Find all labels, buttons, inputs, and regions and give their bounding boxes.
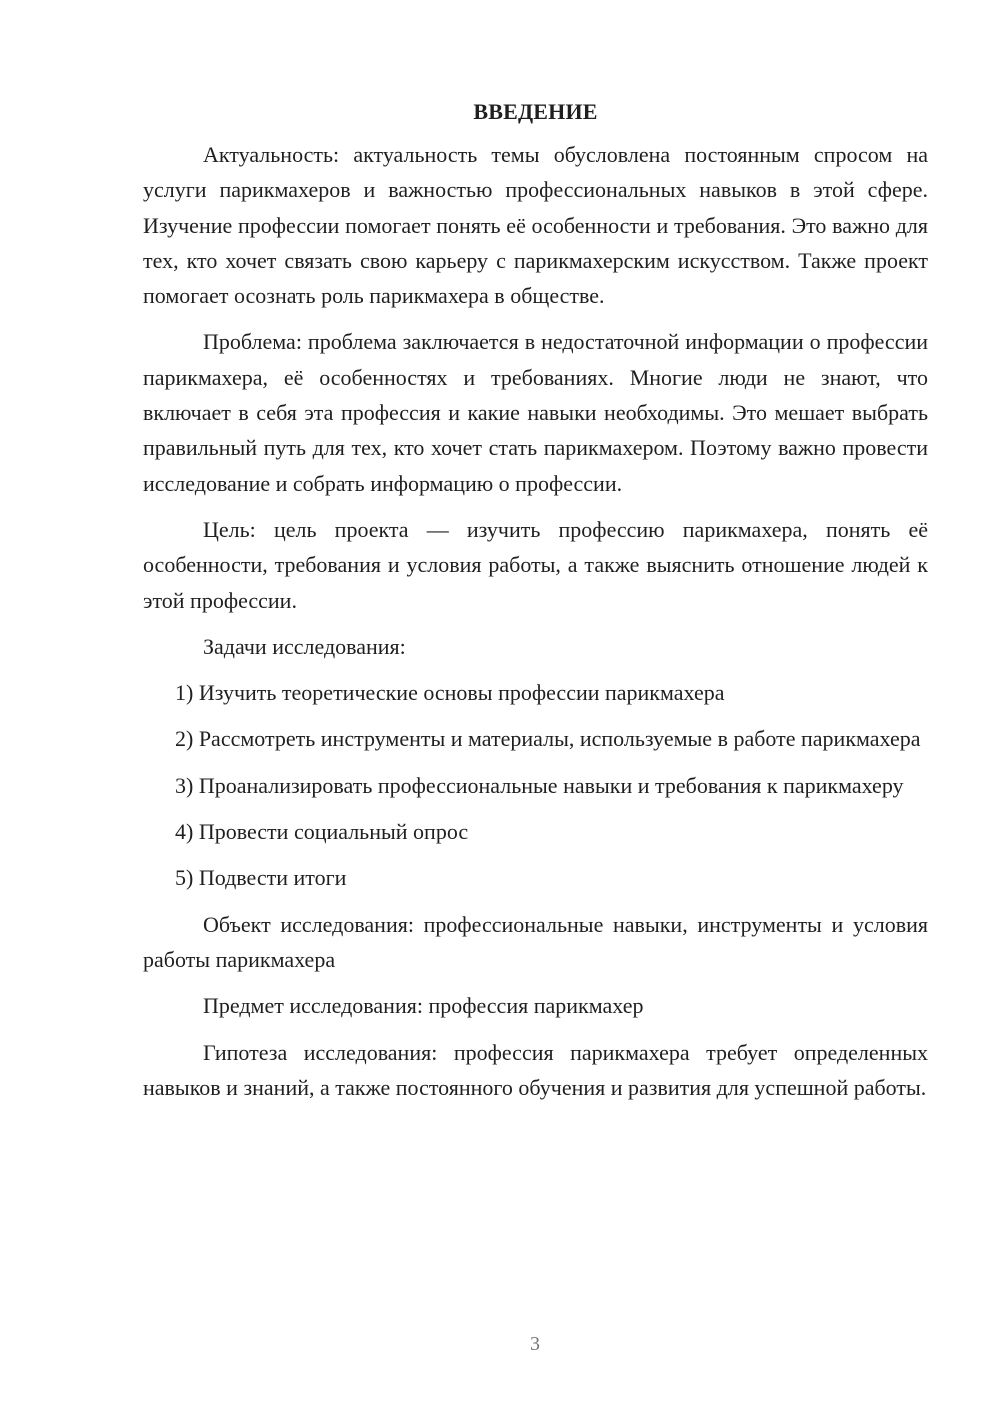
- task-item: 2) Рассмотреть инструменты и материалы, используемые в работе парикмахера: [175, 726, 921, 752]
- page-number: 3: [530, 1333, 540, 1355]
- goal-paragraph: Цель: цель проекта — изучить профессию парикмахера, понять её особенности, требования и условия работы, а также выяснить отношение людей к этой профессии.: [143, 516, 928, 613]
- hypothesis-paragraph: Гипотеза исследования: профессия парикмахера требует определенных навыков и знаний, а также постоянного обучения и развития для успешной работы.: [143, 1039, 928, 1100]
- document-page: [143, 94, 928, 1116]
- task-item: 4) Провести социальный опрос: [175, 819, 469, 845]
- object-paragraph: Объект исследования: профессиональные навыки, инструменты и условия работы парикмахера: [143, 911, 928, 972]
- section-title: ВВЕДЕНИЕ: [473, 99, 598, 124]
- task-item: 1) Изучить теоретические основы профессии парикмахера: [175, 680, 725, 706]
- relevance-paragraph: Актуальность: актуальность темы обусловлена постоянным спросом на услуги парикмахеров и важностью профессиональных навыков в этой сфере. Изучение профессии помогает понять её особенности и требования. Это важно для тех, кто хочет связать свою карьеру с парикмахерским искусством. Также проект помогает осознать роль парикмахера в обществе.: [143, 142, 928, 309]
- tasks-heading: Задачи исследования:: [203, 633, 406, 659]
- subject-paragraph: Предмет исследования: профессия парикмахер: [203, 993, 644, 1019]
- task-item: 5) Подвести итоги: [175, 865, 347, 891]
- problem-paragraph: Проблема: проблема заключается в недостаточной информации о профессии парикмахера, её особенностях и требованиях. Многие люди не знают, что включает в себя эта профессия и какие навыки необходимы. Это мешает выбрать правильный путь для тех, кто хочет стать парикмахером. Поэтому важно провести исследование и собрать информацию о профессии.: [143, 329, 928, 496]
- task-item: 3) Проанализировать профессиональные навыки и требования к парикмахеру: [175, 772, 904, 798]
